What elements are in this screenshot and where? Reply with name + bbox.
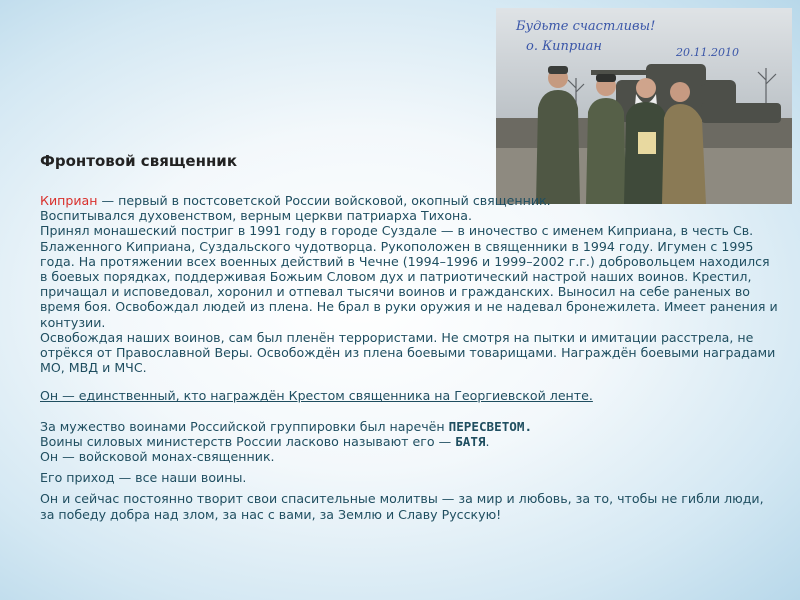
name-highlight: Киприан: [40, 193, 98, 208]
service-paragraph: Принял монашеский постриг в 1991 году в городе Суздале — в иночество с именем Киприана, в честь Св. Блаженного Киприана, Суздальского чудотворца. Рукоположен в священники в 1994 году. Игумен с 1995 года. На протяжении всех военных действий в Чечне (1994–1996 и 1999–2002 г.г.) добровольцем находился в боевых порядках, поддерживая Божьим Словом дух и патриотический настрой наших воинов. Крестил, причащал и исповедовал, хоронил и отпевал тысячи воинов и гражданских. Выносил на себе раненых во время боя. Освобождал людей из плена. Не брал в руки оружия и не надевал бронежилета. Имеет ранения и контузии.: [40, 223, 778, 330]
captivity-paragraph: Освобождая наших воинов, сам был пленён террористами. Не смотря на пытки и имитации расстрела, не отрёкся от Православной Веры. Освобождён из плена боевыми товарищами. Награждён боевыми наградами МО, МВД и МЧС.: [40, 329, 776, 376]
inscription-line-2: о. Киприан: [526, 39, 602, 54]
intro-paragraph: [40, 193, 780, 208]
intro-text: — первый в постсоветской России войсковой, окопный священник.: [97, 193, 551, 208]
batya-line: [40, 434, 780, 449]
name-line-text: За мужество воинами Российской группировки был наречён: [40, 418, 449, 434]
award-line: Он — единственный, кто награждён Крестом священника на Георгиевской ленте.: [40, 388, 593, 404]
upbringing-line: Воспитывался духовенством, верным церкви патриарха Тихона.: [40, 208, 472, 224]
inscription-line-1: Будьте счастливы!: [516, 19, 656, 34]
name-line: [40, 419, 780, 434]
page-title: Фронтовой священник: [40, 152, 237, 170]
inscription-date: 20.11.2010: [676, 46, 739, 59]
prayer-paragraph: Он и сейчас постоянно творит свои спасительные молитвы — за мир и любовь, за то, чтобы не гибли люди, за победу добра над злом, за нас с вами, за Землю и Славу Русскую!: [40, 491, 764, 522]
monk-line: Он — войсковой монах-священник.: [40, 449, 275, 465]
batya-name: БАТЯ: [455, 433, 486, 449]
peresvet-name: ПЕРЕСВЕТОМ.: [448, 418, 533, 434]
soldiers-photo: [496, 8, 792, 204]
batya-line-text: Воины силовых министерств России ласково называют его —: [40, 433, 456, 449]
parish-line: Его приход — все наши воины.: [40, 470, 247, 486]
biography-text: [40, 193, 780, 522]
batya-period: .: [485, 433, 490, 449]
